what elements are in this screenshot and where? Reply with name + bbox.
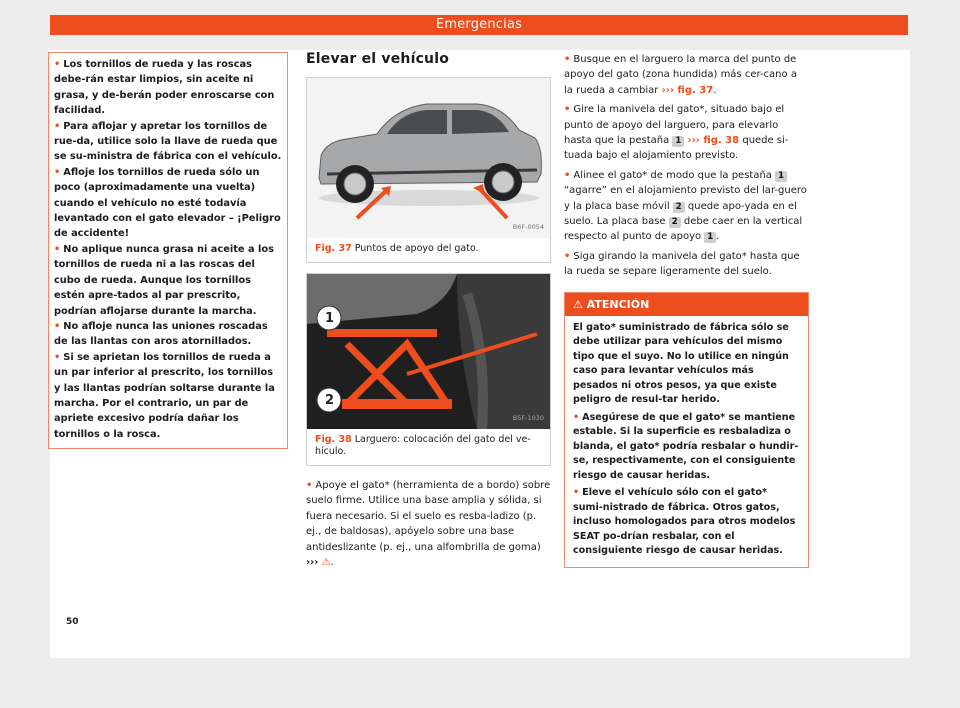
callout-ref: 1 — [704, 232, 716, 243]
list-item: • Para aflojar y apretar los tornillos de rue-da, utilice solo la llave de rueda que se su-ministra de fábrica con el vehículo. — [54, 120, 282, 163]
list-item: • Busque en el larguero la marca del punto de apoyo del gato (zona hundida) más cer-cano a la rueda a cambiar ››› fig. 37. — [564, 54, 797, 96]
page-header — [50, 15, 908, 35]
middle-column — [306, 52, 551, 570]
car-image — [307, 78, 550, 238]
list-item: • Gire la manivela del gato*, situado bajo el punto de apoyo del larguero, para elevarlo hasta que la pestaña 1 ››› fig. 38 quede si-tuada bajo el alojamiento previsto. — [564, 104, 789, 162]
bullet-icon: • — [54, 351, 61, 363]
page-number: 50 — [66, 617, 79, 627]
callout-ref: 2 — [669, 217, 681, 228]
middle-body-text — [306, 478, 551, 570]
callout-ref: 1 — [775, 171, 787, 182]
bullet-icon: • — [564, 54, 571, 65]
figure-code: B5F-1030 — [512, 413, 544, 422]
jack-image — [307, 274, 550, 429]
list-item: • Asegúrese de que el gato* se mantiene estable. Si la superficie es resbaladiza o blanda, el gato* podría resbalar o hundir-se, respectivamente, con el consiguiente riesgo de causar heridas. — [573, 411, 799, 481]
list-item: • No aplique nunca grasa ni aceite a los tornillos de rueda ni a las roscas del cubo de rueda. Aunque los tornillos estén apre-tados al par prescrito, podrían aflojarse durante la marcha. — [54, 243, 274, 317]
bullet-icon: • — [54, 59, 61, 70]
warning-note-box — [48, 52, 288, 449]
figure-link[interactable]: ››› fig. 37 — [661, 84, 714, 96]
bullet-icon: • — [564, 169, 571, 181]
bullet-icon: • — [54, 120, 61, 132]
figure-caption: Fig. 37 Puntos de apoyo del gato. — [315, 243, 479, 255]
warning-title: ATENCIÓN — [586, 297, 650, 311]
warning-triangle-icon: ⚠ — [321, 556, 331, 568]
bullet-icon: • — [306, 479, 313, 491]
warning-header — [565, 293, 808, 316]
list-item: • Eleve el vehículo sólo con el gato* sumi-nistrado de fábrica. Otros gatos, incluso homologados para otros modelos SEAT po-drían resbalar, con el consiguiente riesgo de causar heridas. — [573, 487, 796, 557]
figure-label: Fig. 38 — [315, 433, 352, 445]
left-column — [48, 52, 288, 449]
warning-body — [565, 316, 808, 567]
figure-code: B6F-0054 — [512, 223, 544, 231]
bullet-icon: • — [564, 104, 571, 116]
figure-37 — [306, 77, 551, 263]
bullet-icon: • — [573, 487, 580, 499]
callout-1: 1 — [325, 310, 335, 326]
bullet-icon: • — [54, 243, 61, 255]
list-item: • Apoye el gato* (herramienta de a bordo) sobre suelo firme. Utilice una base amplia y sólida, si fuera necesario. Si el suelo es resba-ladizo (p. ej., de baldosas), apóyelo sobre una base antideslizante (p. ej., una alfombrilla de goma) ››› ⚠. — [306, 479, 551, 568]
jack-illustration — [307, 274, 550, 429]
figure-label: Fig. 37 — [315, 243, 352, 255]
list-item: • Alinee el gato* de modo que la pestaña 1 “agarre” en el alojamiento previsto del lar-guero y la placa base móvil 2 quede apo-yada en el suelo. La placa base 2 debe caer en la vertical respecto al punto de apoyo 1 . — [564, 169, 807, 243]
callout-2: 2 — [325, 392, 335, 408]
callout-ref: 1 — [672, 136, 684, 147]
list-item: • Siga girando la manivela del gato* hasta que la rueda se separe ligeramente del suelo. — [564, 250, 800, 278]
section-title: Elevar el vehículo — [306, 51, 450, 67]
list-item: • Afloje los tornillos de rueda sólo un poco (aproximadamente una vuelta) cuando el vehículo no esté todavía levantado con el gato elevador – ¡Peligro de accidente! — [54, 166, 281, 240]
bullet-icon: • — [54, 166, 61, 178]
list-item: • No afloje nunca las uniones roscadas de las llantas con aros atornillados. — [54, 320, 268, 348]
car-side-illustration — [307, 78, 550, 238]
bullet-icon: • — [564, 250, 571, 262]
bullet-icon: • — [54, 320, 61, 332]
figure-caption: Fig. 38 Larguero: colocación del gato del ve-hículo. — [315, 433, 531, 458]
right-column — [564, 52, 809, 568]
warning-intro: El gato* suministrado de fábrica sólo se debe utilizar para vehículos del mismo tipo que el suyo. No lo utilice en ningún caso para levantar vehículos más pesados ni otros pesos, ya que existe peligro de resul-tar herido. — [573, 321, 789, 406]
bullet-icon: • — [573, 411, 580, 423]
callout-ref: 2 — [673, 202, 685, 213]
list-item: • Los tornillos de rueda y las roscas debe-rán estar limpios, sin aceite ni grasa, y de-berán poder enroscarse con facilidad. — [54, 59, 275, 117]
warning-triangle-icon: ⚠ — [573, 297, 583, 311]
header-title: Emergencias — [435, 17, 523, 32]
cross-reference: ››› — [306, 556, 319, 568]
figure-link[interactable]: ››› fig. 38 — [687, 135, 740, 147]
list-item: • Si se aprietan los tornillos de rueda a un par inferior al prescrito, los tornillos y las llantas podrían soltarse durante la marcha. Por el contrario, un par de apriete excesivo podría dañar los tornillos o la rosca. — [54, 351, 275, 440]
warning-box — [564, 292, 809, 568]
right-body-text — [564, 52, 809, 280]
figure-38 — [306, 273, 551, 466]
